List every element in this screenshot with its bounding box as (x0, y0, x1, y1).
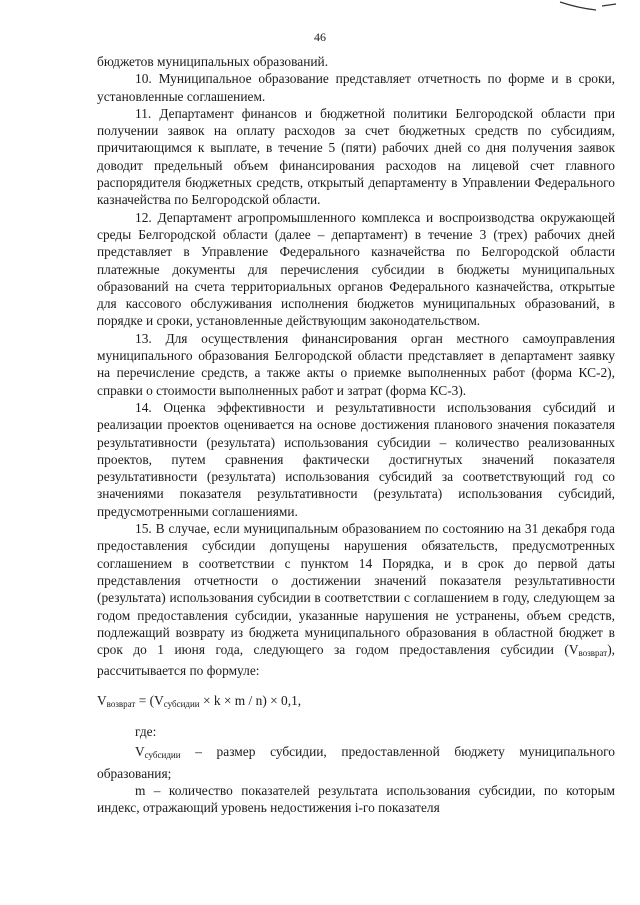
paragraph-12: 12. Департамент агропромышленного комплекса и воспроизводства окружающей среды Белгородской области (далее – департамент) в течение 3 (трех) рабочих дней представляет в Управление Федерального казначейства по Белгородской области платежные документы для перечисления субсидии в бюджеты муниципальных образований на счета территориальных органов Федерального казначейства, открытые для кассового обслуживания исполнения бюджетов муниципальных образований, в порядке и сроки, установленные действующим законодательством. (97, 209, 615, 329)
corner-pen-mark (558, 0, 618, 14)
paragraph-continuation: бюджетов муниципальных образований. (97, 54, 329, 69)
paragraph-15-tail: ), рассчитывается по формуле: (97, 642, 615, 679)
where-label: где: (135, 723, 157, 739)
paragraph-15-subscript: возврат (578, 648, 608, 659)
formula-rest: × k × m / n) × 0,1, (199, 692, 302, 708)
paragraph-14: 14. Оценка эффективности и результативности использования субсидий и реализации проектов оценивается на основе достижения планового значения показателя результативности (результата) использования субсидии – количество реализованных проектов, путем сравнения фактически достигнутых значений показателя результативности (результата) использования субсидий за соответствующий год со значениями показателя результативности (результата) использования субсидий, предусмотренными соглашениями. (97, 399, 615, 519)
paragraph-15-text: 15. В случае, если муниципальным образованием по состоянию на 31 декабря года предоставления субсидии допущены нарушения обязательств, предусмотренных соглашением в соответствии с пунктом 14 Порядка, и в срок до первой даты представления отчетности о достижении значений показателя результативности (результата) использования субсидии в соответствии с соглашением в году, следующем за годом предоставления субсидии, указанные нарушения не устранены, объем средств, подлежащий возврату из бюджета муниципального образования в областной бюджет в срок до 1 июня года, следующего за годом предоставления субсидии (V (97, 521, 615, 658)
formula (97, 692, 615, 713)
document-body (97, 53, 615, 816)
definition-v-subsidy (97, 743, 615, 782)
formula-rhs-subscript: субсидии (163, 698, 200, 709)
definition-v-text: – размер субсидии, предоставленной бюджету муниципального образования; (97, 744, 615, 781)
paragraph-10: 10. Муниципальное образование представляет отчетность по форме и в сроки, установленные соглашением. (97, 71, 615, 104)
formula-lhs: V (97, 692, 107, 708)
formula-eq: = (V (135, 692, 164, 708)
paragraph-11: 11. Департамент финансов и бюджетной политики Белгородской области при получении заявок на оплату расходов за счет бюджетных средств по субсидиям, причитающимся к выплате, в течение 5 (пяти) рабочих дней со дня получения заявок доводит предельный объем финансирования расходов на лицевой счет главного распорядителя бюджетных средств, открытый департаменту в Управлении Федерального казначейства по Белгородской области. (97, 105, 615, 208)
definition-v-symbol: V (135, 744, 145, 760)
page-number: 46 (314, 30, 326, 44)
paragraph-13: 13. Для осуществления финансирования орган местного самоуправления муниципального образования Белгородской области представляет в департамент заявку на перечисление средств, а также акты о приемке выполненных работ (форма КС-2), справки о стоимости выполненных работ и затрат (форма КС-3). (97, 330, 615, 398)
paragraph-15 (97, 520, 615, 680)
definition-v-subscript: субсидии (144, 750, 181, 761)
definition-m: m – количество показателей результата использования субсидии, по которым индекс, отражающий уровень недостижения i-го показателя (97, 782, 615, 816)
formula-lhs-subscript: возврат (106, 698, 136, 709)
